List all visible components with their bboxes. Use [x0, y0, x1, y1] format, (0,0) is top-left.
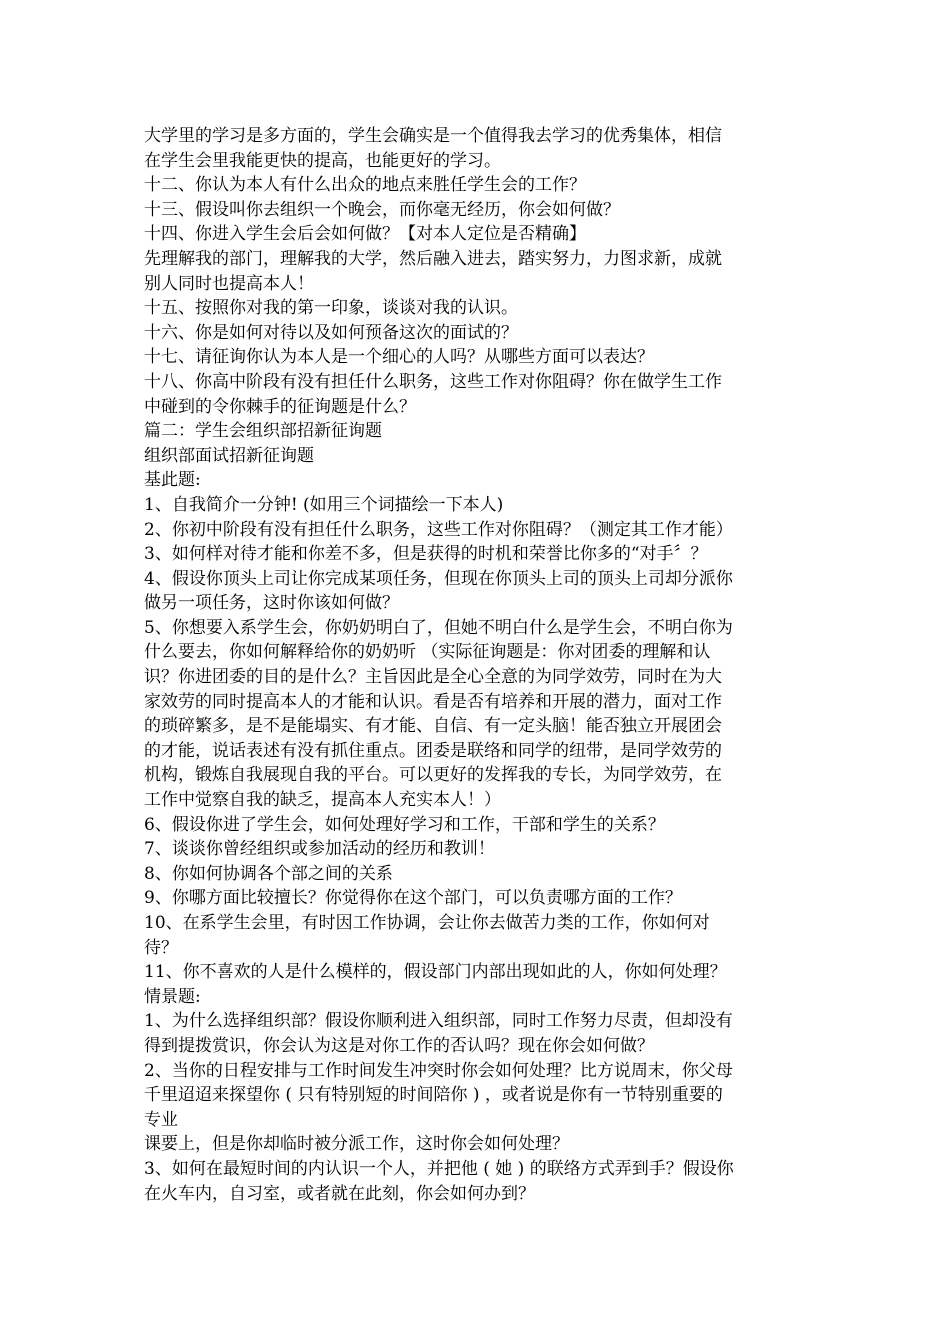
text-line: 待？: [144, 937, 178, 958]
text-line: 在学生会里我能更快的提高，也能更好的学习。: [144, 150, 501, 171]
text-line: 8、你如何协调各个部之间的关系: [144, 863, 393, 884]
text-line: 做另一项任务，这时你该如何做？: [144, 593, 399, 614]
text-line: 7、谈谈你曾经组织或参加活动的经历和教训！: [144, 839, 495, 860]
text-line: 的才能，说话表述有没有抓住重点。团委是联络和同学的纽带，是同学效劳的: [144, 740, 722, 761]
text-line: 别人同时也提高本人！: [144, 273, 314, 294]
text-line: 十八、你高中阶段有没有担任什么职务，这些工作对你阻碍？你在做学生工作: [144, 371, 722, 392]
text-line: 中碰到的令你棘手的征询题是什么？: [144, 396, 416, 417]
text-line: 工作中觉察自我的缺乏，提高本人充实本人！）: [144, 790, 501, 811]
text-line: 十六、你是如何对待以及如何预备这次的面试的？: [144, 322, 518, 343]
text-line: 十七、请征询你认为本人是一个细心的人吗？从哪些方面可以表达？: [144, 347, 654, 368]
text-line: 3、如何样对待才能和你差不多，但是获得的时机和荣誉比你多的“对手〞？: [144, 544, 708, 565]
text-line: 组织部面试招新征询题: [144, 445, 314, 466]
text-line: 先理解我的部门，理解我的大学，然后融入进去，踏实努力，力图求新，成就: [144, 248, 722, 269]
text-line: 1、为什么选择组织部？假设你顺利进入组织部，同时工作努力尽责，但却没有: [144, 1011, 733, 1032]
text-line: 9、你哪方面比较擅长？你觉得你在这个部门，可以负责哪方面的工作？: [144, 888, 682, 909]
text-line: 十二、你认为本人有什么出众的地点来胜任学生会的工作？: [144, 175, 586, 196]
text-line: 3、如何在最短时间的内认识一个人，并把他 ( 她 ) 的联络方式弄到手？假设你: [144, 1158, 734, 1179]
document-body: [144, 124, 810, 1206]
text-line: 家效劳的同时提高本人的才能和认识。看是否有培养和开展的潜力，面对工作: [144, 691, 722, 712]
text-line: 大学里的学习是多方面的，学生会确实是一个值得我去学习的优秀集体，相信: [144, 126, 722, 146]
text-line: 十三、假设叫你去组织一个晚会，而你毫无经历，你会如何做？: [144, 199, 620, 220]
text-line: 2、你初中阶段有没有担任什么职务，这些工作对你阻碍？（测定其工作才能）: [144, 519, 733, 540]
text-line: 识？你进团委的目的是什么？主旨因此是全心全意的为同学效劳，同时在为大: [144, 667, 722, 688]
text-line: 4、假设你顶头上司让你完成某项任务，但现在你顶头上司的顶头上司却分派你: [144, 568, 733, 589]
text-line: 机构，锻炼自我展现自我的平台。可以更好的发挥我的专长，为同学效劳，在: [144, 765, 722, 786]
text-line: 5、你想要入系学生会，你奶奶明白了，但她不明白什么是学生会，不明白你为: [144, 617, 733, 638]
text-line: 得到提拨赏识，你会认为这是对你工作的否认吗？现在你会如何做？: [144, 1035, 654, 1056]
text-line: 篇二：学生会组织部招新征询题: [144, 421, 382, 442]
text-line: 6、假设你进了学生会，如何处理好学习和工作，干部和学生的关系？: [144, 814, 665, 835]
text-line: 1、自我简介一分钟! (如用三个词描绘一下本人): [144, 494, 504, 515]
text-line: 情景题:: [144, 986, 201, 1007]
text-line: 11、你不喜欢的人是什么模样的，假设部门内部出现如此的人，你如何处理？: [144, 962, 727, 983]
text-line: 专业: [144, 1109, 178, 1130]
text-line: 十四、你进入学生会后会如何做？【对本人定位是否精确】: [144, 224, 586, 245]
text-line: 基此题:: [144, 470, 201, 491]
text-line: 的琐碎繁多，是不是能塌实、有才能、自信、有一定头脑！能否独立开展团会: [144, 716, 722, 737]
text-line: 10、在系学生会里，有时因工作协调，会让你去做苦力类的工作，你如何对: [144, 913, 710, 933]
text-line: 课要上，但是你却临时被分派工作，这时你会如何处理？: [144, 1134, 569, 1155]
text-line: 千里迢迢来探望你 ( 只有特别短的时间陪你 ) ，或者说是你有一节特别重要的: [144, 1085, 723, 1106]
text-line: 在火车内，自习室，或者就在此刻，你会如何办到？: [144, 1183, 535, 1204]
text-line: 十五、按照你对我的第一印象，谈谈对我的认识。: [144, 298, 518, 319]
text-line: 什么要去，你如何解释给你的奶奶听 （实际征询题是：你对团委的理解和认: [144, 642, 711, 663]
text-line: 2、当你的日程安排与工作时间发生冲突时你会如何处理？比方说周末，你父母: [144, 1060, 733, 1081]
